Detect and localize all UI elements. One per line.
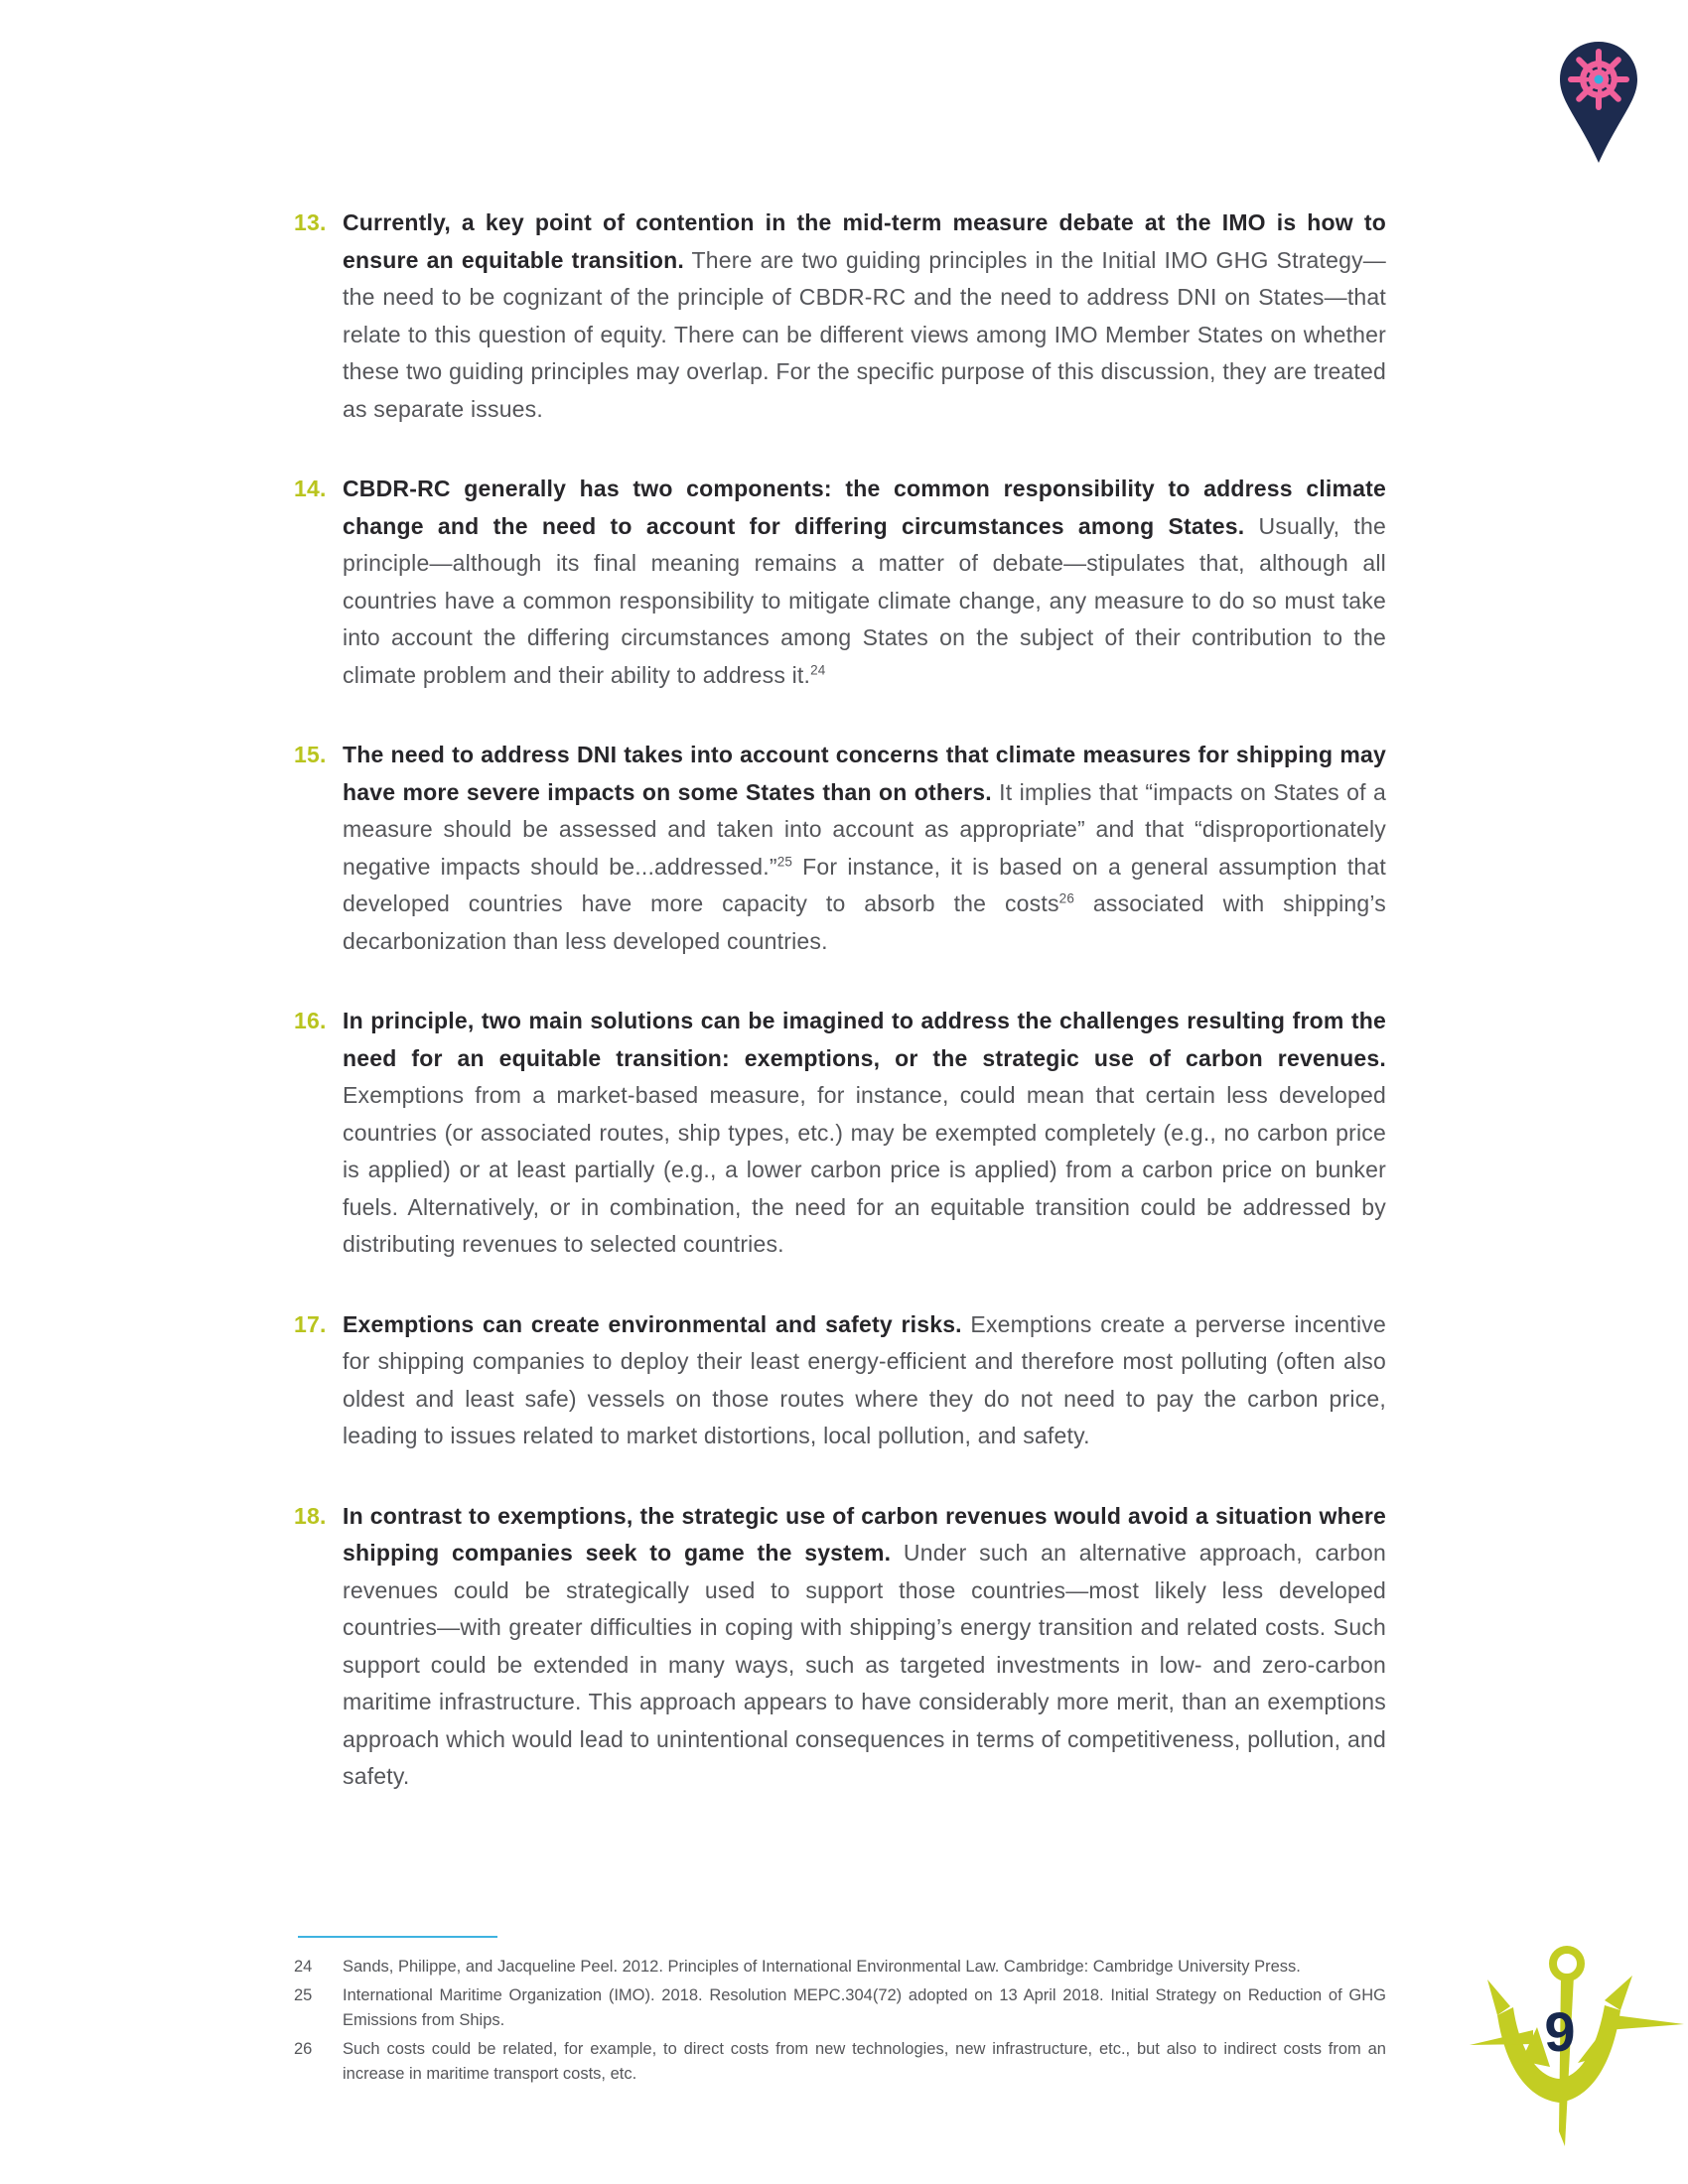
- paragraph-text: [343, 205, 1386, 428]
- paragraph-body-text: Usually, the principle—although its final meaning remains a matter of debate—stipulates that, although all countries have a common responsibility to mitigate climate change, any measure to do so must take into account the differing circumstances among States on the subject of their contribution to the climate problem and their ability to address it.: [343, 512, 1386, 688]
- footnote-number: 25: [294, 1985, 313, 2004]
- paragraph-number: 14.: [294, 476, 327, 501]
- page-number: 9: [1544, 2000, 1576, 2063]
- footnote-ref: 24: [810, 661, 826, 677]
- paragraph-17: [294, 1306, 1386, 1455]
- paragraph-body-text: Exemptions from a market-based measure, for instance, could mean that certain less developed countries (or associated routes, ship types, etc.) may be exempted completely (e.g., no carbon price is applied) or at least partially (e.g., a lower carbon price is applied) from a carbon price on bunker fuels. Alternatively, or in combination, the need for an equitable transition could be addressed by distributing revenues to selected countries.: [343, 1082, 1386, 1257]
- paragraph-text: [343, 737, 1386, 960]
- paragraph-body-text: For instance, it is based on a general assumption that developed countries have more capacity to absorb the costs: [343, 853, 1386, 916]
- footnote-25: [294, 1983, 1386, 2034]
- paragraph-body-text: It implies that “impacts on States of a measure should be assessed and taken into account as appropriate” and that “disproportionately negative impacts should be...addressed.”: [343, 778, 1386, 880]
- footnote-24: [294, 1955, 1386, 1980]
- footnote-number: 24: [294, 1958, 313, 1976]
- paragraph-lead: Currently, a key point of contention in the mid-term measure debate at the IMO is how to ensure an equitable transition.: [343, 209, 1386, 273]
- paragraph-number: 13.: [294, 209, 327, 235]
- paragraph-lead: Exemptions can create environmental and safety risks.: [343, 1310, 962, 1337]
- paragraph-body-text: There are two guiding principles in the Initial IMO GHG Strategy—the need to be cognizant of the principle of CBDR-RC and the need to address DNI on States—that relate to this question of equity. There can be different views among IMO Member States on whether these two guiding principles may overlap. For the specific purpose of this discussion, they are treated as separate issues.: [343, 246, 1386, 422]
- paragraph-body-text: Exemptions create a perverse incentive for shipping companies to deploy their least energy-efficient and therefore most polluting (often also oldest and least safe) vessels on those routes where they do not need to pay the carbon price, leading to issues related to market distortions, local pollution, and safety.: [343, 1310, 1386, 1448]
- footnote-ref: 25: [776, 853, 793, 869]
- footnote-text: International Maritime Organization (IMO). 2018. Resolution MEPC.304(72) adopted on 13 April 2018. Initial Strategy on Reduction of GHG Emissions from Ships.: [343, 1985, 1386, 2029]
- paragraph-13: [294, 205, 1386, 428]
- footnote-list: [294, 1955, 1386, 2088]
- paragraph-number: 16.: [294, 1008, 327, 1033]
- footnote-text: Such costs could be related, for example, to direct costs from new technologies, new infrastructure, etc., but also to indirect costs from an increase in maritime transport costs, etc.: [343, 2039, 1386, 2083]
- paragraph-lead: The need to address DNI takes into account concerns that climate measures for shipping may have more severe impacts on some States than on others.: [343, 742, 1386, 805]
- paragraph-16: [294, 1003, 1386, 1264]
- paragraph-lead: In contrast to exemptions, the strategic use of carbon revenues would avoid a situation where shipping companies seek to game the system.: [343, 1502, 1386, 1566]
- ship-wheel-pin-icon: [1557, 40, 1640, 165]
- paragraph-lead: In principle, two main solutions can be imagined to address the challenges resulting from the need for an equitable transition: exemptions, or the strategic use of carbon revenues.: [343, 1008, 1386, 1071]
- footnotes-section: [294, 1936, 1386, 2091]
- paragraph-text: [343, 1498, 1386, 1796]
- paragraph-18: [294, 1498, 1386, 1796]
- footnote-ref: 26: [1058, 890, 1075, 906]
- paragraph-15: [294, 737, 1386, 960]
- paragraph-number: 17.: [294, 1310, 327, 1337]
- footnote-26: [294, 2037, 1386, 2088]
- footnote-divider: [298, 1936, 497, 1938]
- paragraph-body-text: Under such an alternative approach, carbon revenues could be strategically used to support those countries—most likely less developed countries—with greater difficulties in coping with shipping’s energy transition and related costs. Such support could be extended in many ways, such as targeted investments in low- and zero-carbon maritime infrastructure. This approach appears to have considerably more merit, than an exemptions approach which would lead to unintentional consequences in terms of competitiveness, pollution, and safety.: [343, 1540, 1386, 1789]
- paragraph-text: [343, 471, 1386, 694]
- footnote-text: Sands, Philippe, and Jacqueline Peel. 2012. Principles of International Environmental Law. Cambridge: Cambridge University Press.: [343, 1958, 1301, 1976]
- paragraph-number: 15.: [294, 742, 327, 767]
- paragraph-14: [294, 471, 1386, 694]
- paragraph-number: 18.: [294, 1502, 327, 1529]
- paragraph-text: [343, 1003, 1386, 1264]
- paragraph-body-text: associated with shipping’s decarbonization than less developed countries.: [343, 890, 1386, 954]
- paragraph-text: [343, 1306, 1386, 1455]
- footnote-number: 26: [294, 2039, 313, 2058]
- paragraph-lead: CBDR-RC generally has two components: the common responsibility to address climate change and the need to account for differing circumstances among States.: [343, 476, 1386, 539]
- paragraph-list: [294, 205, 1386, 1839]
